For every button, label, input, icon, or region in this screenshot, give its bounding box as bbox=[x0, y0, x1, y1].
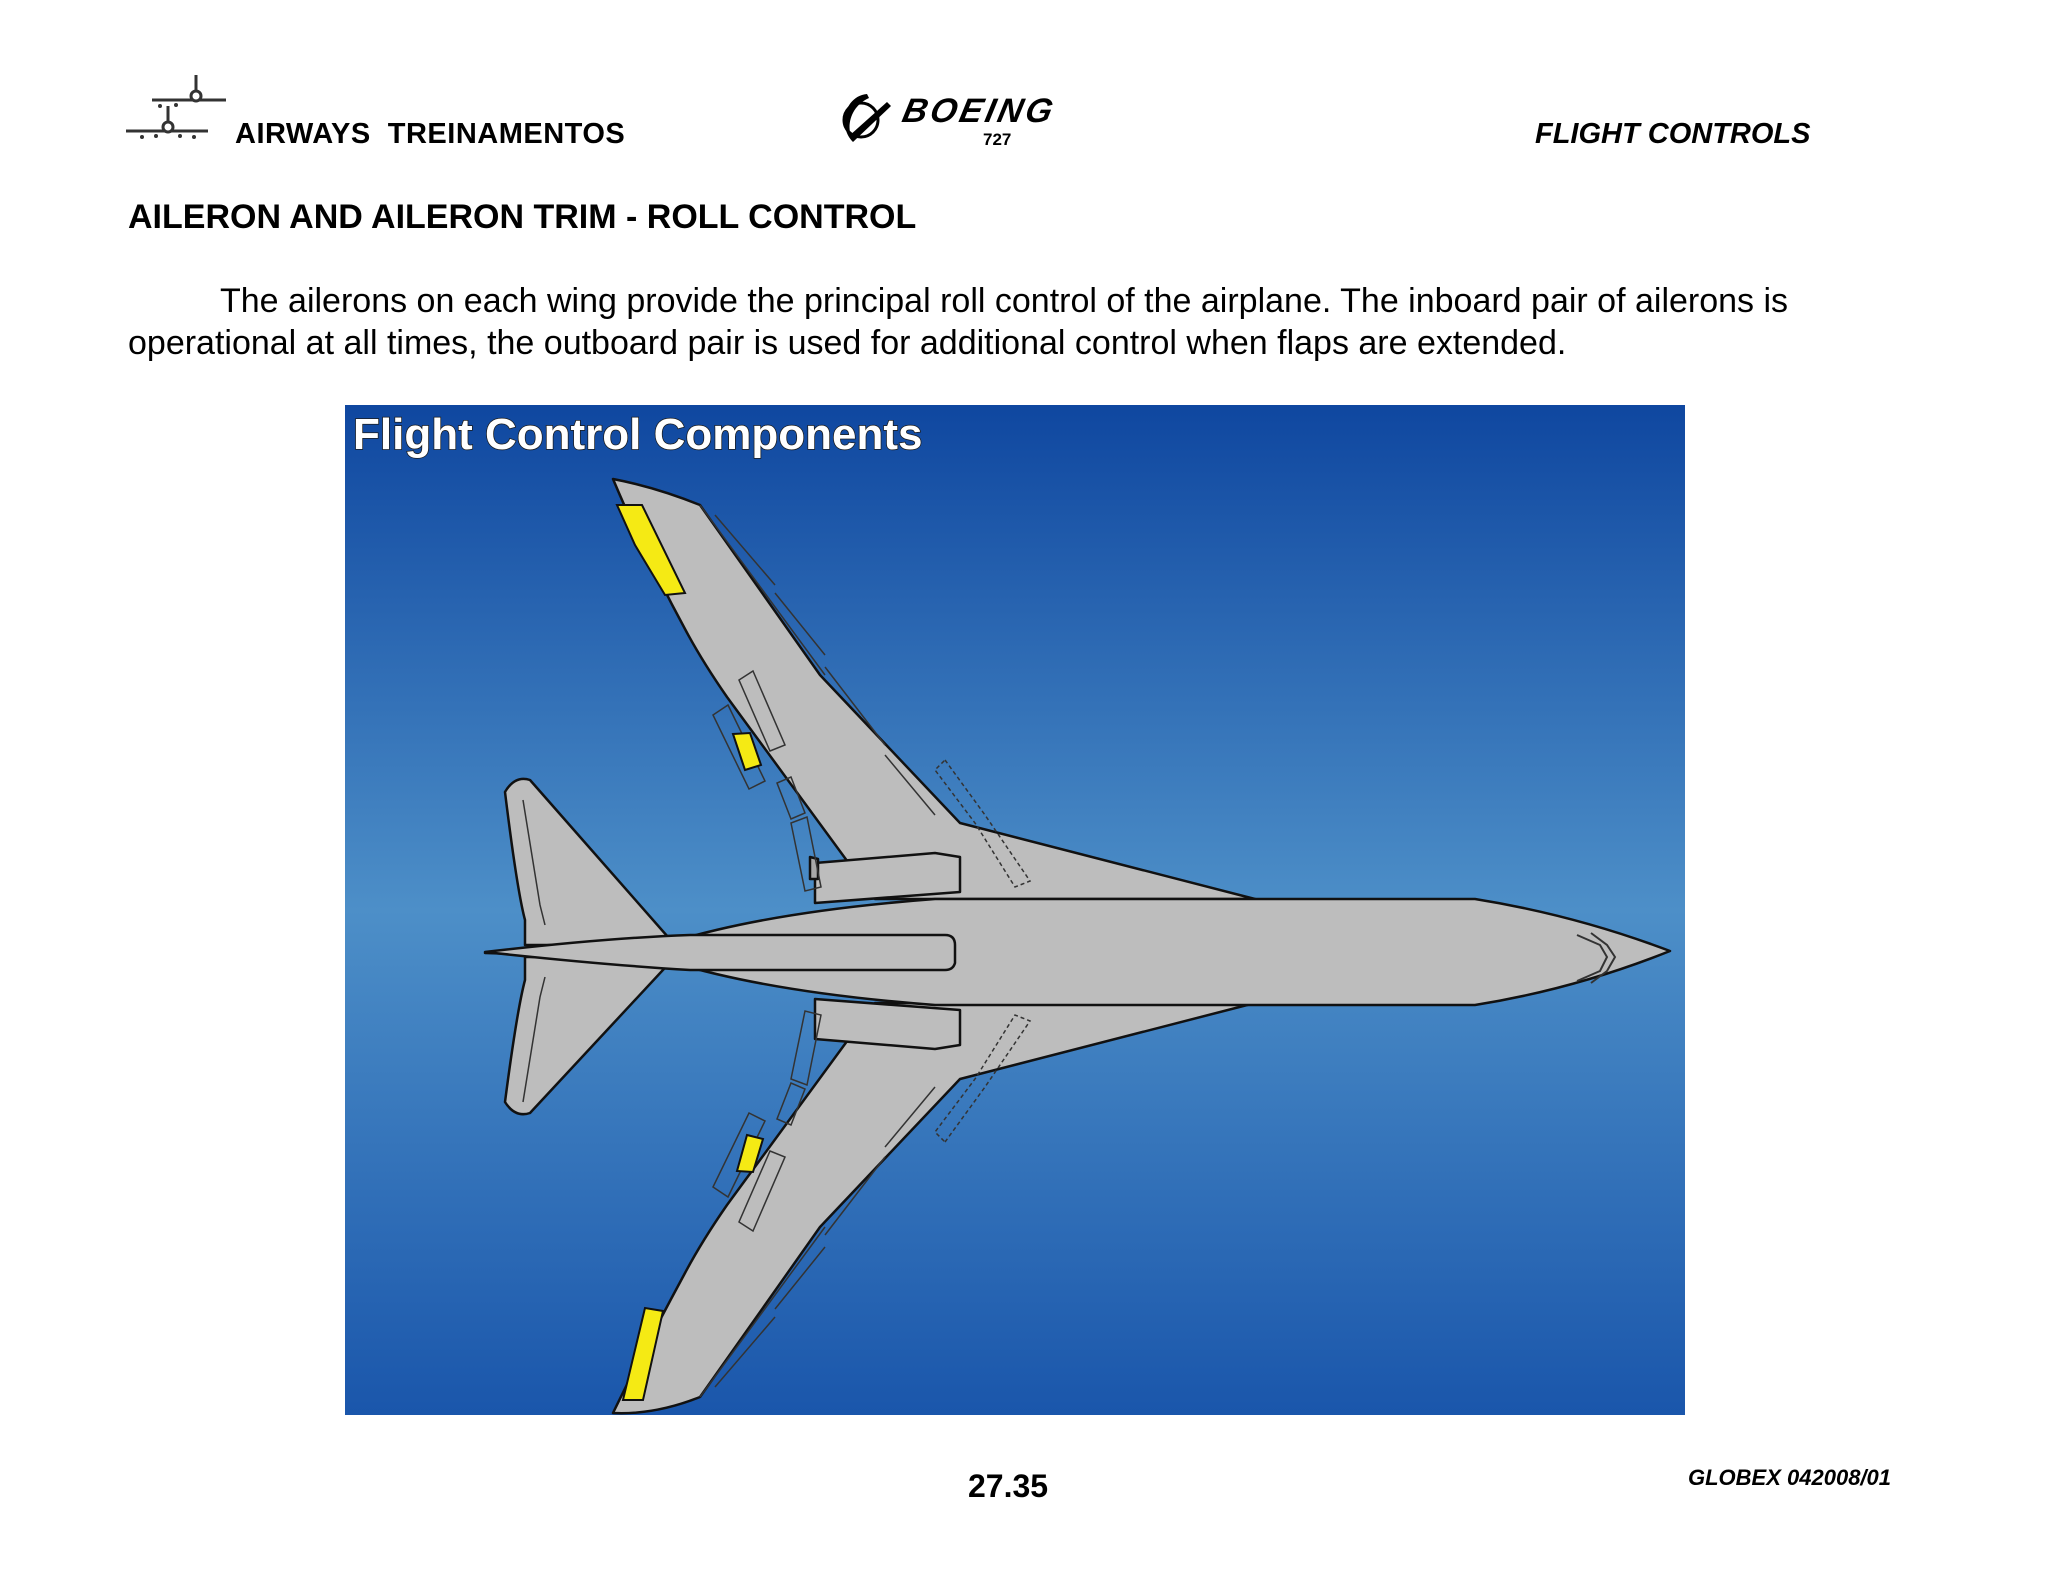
page-heading: AILERON AND AILERON TRIM - ROLL CONTROL bbox=[128, 198, 917, 236]
body-paragraph: The ailerons on each wing provide the principal roll control of the airplane. The inboard pair of ailerons is operational at all times, the outboard pair is used for additional control when flaps are extended. bbox=[128, 282, 1789, 362]
section-title: FLIGHT CONTROLS bbox=[1535, 118, 1811, 150]
company-name: AIRWAYS TREINAMENTOS bbox=[235, 118, 626, 150]
flight-control-diagram bbox=[345, 405, 1685, 1415]
boeing-model: 727 bbox=[983, 130, 1012, 149]
boeing-wordmark: BOEING bbox=[899, 92, 1060, 130]
document-code: GLOBEX 042008/01 bbox=[1688, 1465, 1892, 1490]
boeing-swoosh-icon bbox=[835, 86, 895, 152]
figure-title: Flight Control Components bbox=[353, 410, 923, 459]
page-number: 27.35 bbox=[968, 1468, 1049, 1504]
airplane-formation-icon bbox=[126, 72, 226, 152]
boeing-logo bbox=[835, 86, 1100, 156]
